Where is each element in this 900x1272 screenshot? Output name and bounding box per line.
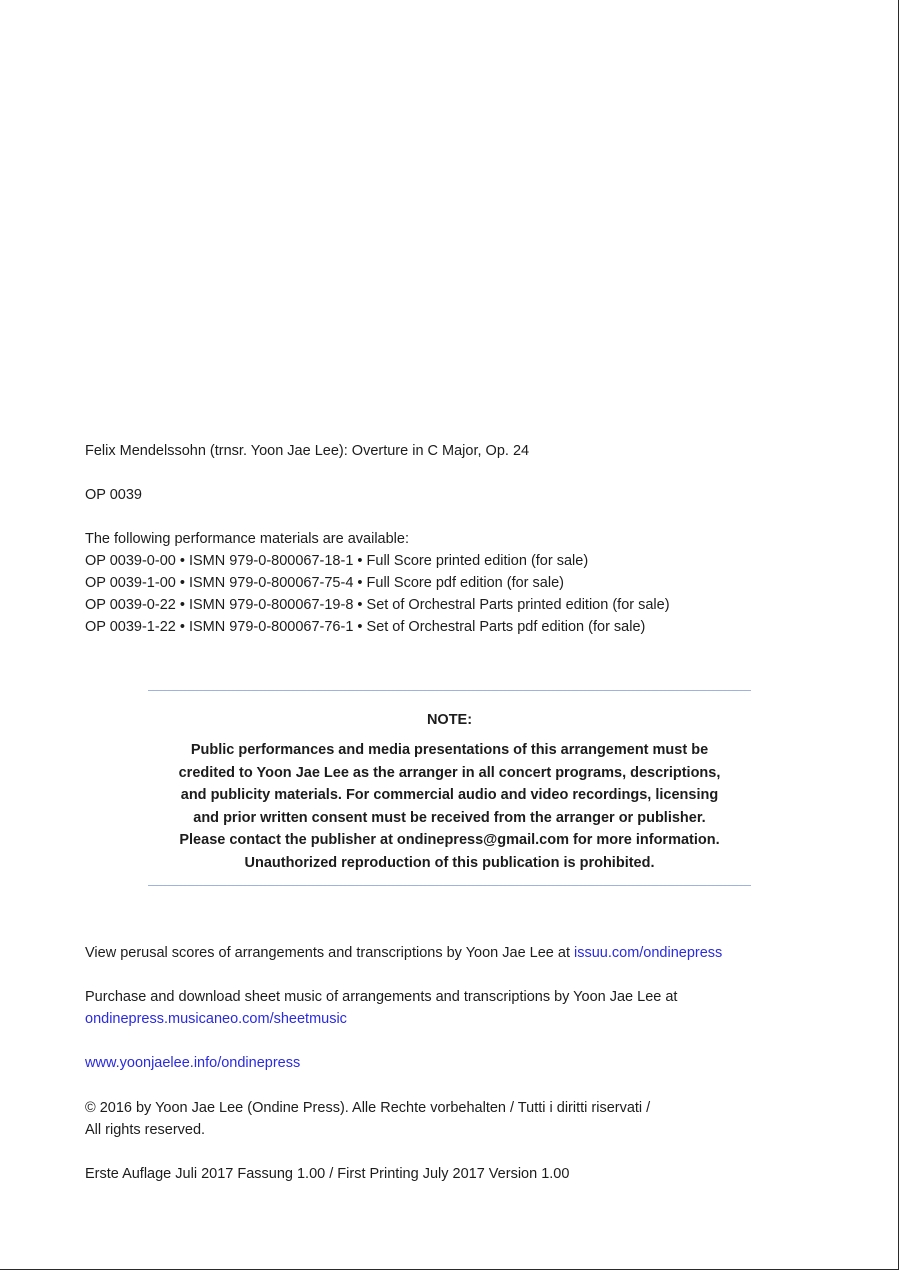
material-item: OP 0039-0-00 • ISMN 979-0-800067-18-1 • Full Score printed edition (for sale)	[85, 553, 589, 569]
note-line: and prior written consent must be received from the arranger or publisher.	[193, 809, 706, 826]
material-item: OP 0039-1-00 • ISMN 979-0-800067-75-4 • Full Score pdf edition (for sale)	[85, 575, 564, 591]
note-line: Unauthorized reproduction of this publication is prohibited.	[244, 854, 655, 871]
website-paragraph	[85, 1052, 815, 1074]
note-line: and publicity materials. For commercial audio and video recordings, licensing	[180, 787, 719, 803]
issuu-link[interactable]: issuu.com/ondinepress	[574, 945, 723, 961]
perusal-paragraph	[85, 942, 815, 964]
website-link[interactable]: www.yoonjaelee.info/ondinepress	[85, 1055, 301, 1071]
materials-intro: The following performance materials are available:	[85, 531, 409, 547]
note-line: Public performances and media presentations of this arrangement must be	[190, 742, 709, 758]
note-heading: NOTE:	[426, 712, 473, 728]
catalog-number: OP 0039	[85, 487, 142, 503]
material-item: OP 0039-0-22 • ISMN 979-0-800067-19-8 • Set of Orchestral Parts printed edition (for sale)	[85, 597, 670, 613]
purchase-text: Purchase and download sheet music of arrangements and transcriptions by Yoon Jae Lee at	[85, 989, 678, 1005]
note-box	[148, 690, 751, 886]
note-line: Please contact the publisher at ondinepress@gmail.com for more information.	[179, 832, 720, 848]
work-title: Felix Mendelssohn (trnsr. Yoon Jae Lee): Overture in C Major, Op. 24	[85, 443, 530, 459]
copyright-line: All rights reserved.	[85, 1122, 206, 1138]
copyright-line: © 2016 by Yoon Jae Lee (Ondine Press). Alle Rechte vorbehalten / Tutti i diritti riservati /	[85, 1100, 651, 1116]
material-item: OP 0039-1-22 • ISMN 979-0-800067-76-1 • Set of Orchestral Parts pdf edition (for sale)	[85, 619, 646, 635]
materials-list	[85, 528, 815, 638]
copyright-notice	[85, 1097, 815, 1141]
musicaneo-link[interactable]: ondinepress.musicaneo.com/sheetmusic	[85, 1011, 347, 1027]
note-line: credited to Yoon Jae Lee as the arranger in all concert programs, descriptions,	[178, 764, 721, 781]
purchase-paragraph	[85, 986, 815, 1030]
note-body	[148, 739, 751, 874]
printing-info: Erste Auflage Juli 2017 Fassung 1.00 / First Printing July 2017 Version 1.00	[85, 1166, 570, 1182]
perusal-text: View perusal scores of arrangements and transcriptions by Yoon Jae Lee at	[85, 945, 574, 961]
